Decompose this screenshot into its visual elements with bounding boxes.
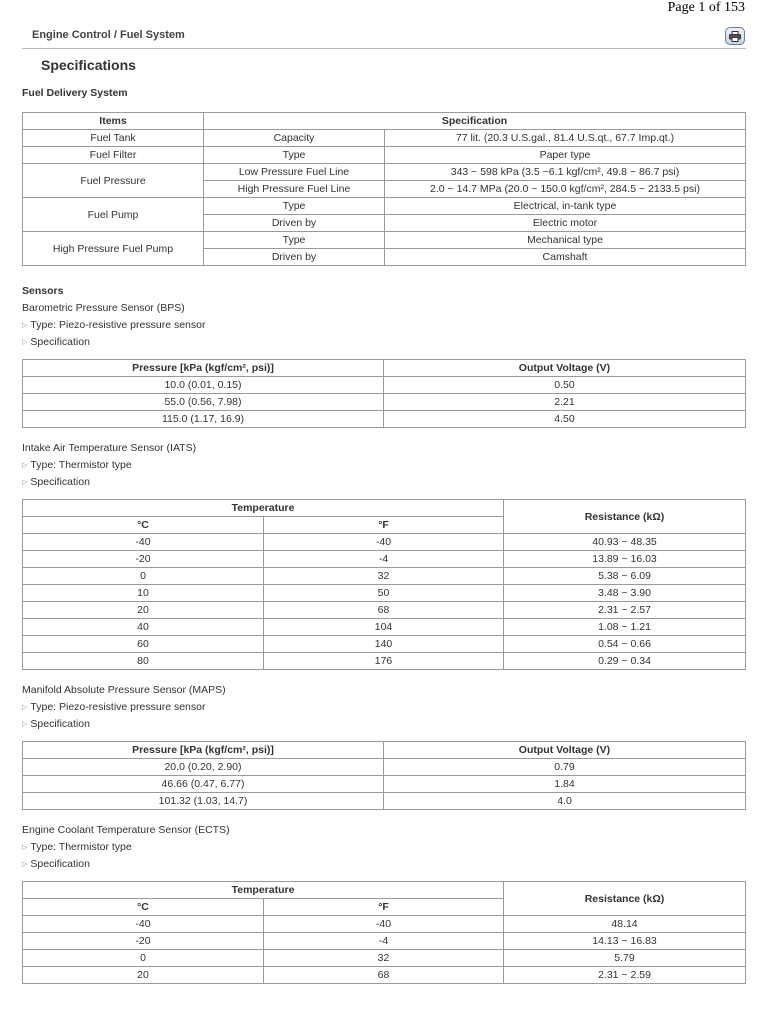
table-row: -40 -40 48.14 <box>23 916 746 933</box>
table-row: 46.66 (0.47, 6.77) 1.84 <box>23 776 746 793</box>
table-row: 20 68 2.31 ~ 2.57 <box>23 602 746 619</box>
iats-type: ▷ Type: Thermistor type <box>22 459 132 471</box>
triangle-bullet-icon: ▷ <box>22 322 28 329</box>
table-row: 55.0 (0.56, 7.98) 2.21 <box>23 394 746 411</box>
triangle-bullet-icon: ▷ <box>22 861 28 868</box>
bps-name: Barometric Pressure Sensor (BPS) <box>22 302 185 314</box>
table-row: Driven by Camshaft <box>23 249 746 266</box>
table-row: 20 68 2.31 ~ 2.59 <box>23 967 746 984</box>
table-row: High Pressure Fuel Pump Type Mechanical type <box>23 232 746 249</box>
bps-spec: ▷ Specification <box>22 336 90 348</box>
fuel-delivery-title: Fuel Delivery System <box>22 87 128 99</box>
iats-spec: ▷ Specification <box>22 476 90 488</box>
ects-type: ▷ Type: Thermistor type <box>22 841 132 853</box>
maps-type: ▷ Type: Piezo-resistive pressure sensor <box>22 701 206 713</box>
table-row: Fuel Tank Capacity 77 lit. (20.3 U.S.gal., 81.4 U.S.qt., 67.7 Imp.qt.) <box>23 130 746 147</box>
bps-type: ▷ Type: Piezo-resistive pressure sensor <box>22 319 206 331</box>
ects-spec: ▷ Specification <box>22 858 90 870</box>
page-title: Specifications <box>41 57 136 73</box>
table-row: 101.32 (1.03, 14.7) 4.0 <box>23 793 746 810</box>
table-row: 60 140 0.54 ~ 0.66 <box>23 636 746 653</box>
table-row: 10 50 3.48 ~ 3.90 <box>23 585 746 602</box>
header-divider <box>22 48 746 49</box>
ects-table: Temperature Resistance (kΩ) °C °F -40 -40 48.14 -20 -4 14.13 ~ 16.83 0 32 5.79 20 68 2.31 ~ 2.59 <box>22 881 746 984</box>
table-row: 0 32 5.79 <box>23 950 746 967</box>
fuel-delivery-table <box>22 112 746 266</box>
maps-spec: ▷ Specification <box>22 718 90 730</box>
table-row: -20 -4 13.89 ~ 16.03 <box>23 551 746 568</box>
col-specification: Specification <box>204 113 746 130</box>
bps-table: Pressure [kPa (kgf/cm², psi)] Output Voltage (V) 10.0 (0.01, 0.15) 0.50 55.0 (0.56, 7.98) 2.21 115.0 (1.17, 16.9) 4.50 <box>22 359 746 428</box>
col-items: Items <box>23 113 204 130</box>
table-row: 10.0 (0.01, 0.15) 0.50 <box>23 377 746 394</box>
table-row: -20 -4 14.13 ~ 16.83 <box>23 933 746 950</box>
triangle-bullet-icon: ▷ <box>22 479 28 486</box>
maps-name: Manifold Absolute Pressure Sensor (MAPS) <box>22 684 226 696</box>
triangle-bullet-icon: ▷ <box>22 462 28 469</box>
table-row: Fuel Pump Type Electrical, in-tank type <box>23 198 746 215</box>
ects-name: Engine Coolant Temperature Sensor (ECTS) <box>22 824 230 836</box>
table-row: 20.0 (0.20, 2.90) 0.79 <box>23 759 746 776</box>
triangle-bullet-icon: ▷ <box>22 844 28 851</box>
table-row: 115.0 (1.17, 16.9) 4.50 <box>23 411 746 428</box>
triangle-bullet-icon: ▷ <box>22 339 28 346</box>
table-row: Fuel Filter Type Paper type <box>23 147 746 164</box>
table-row: -40 -40 40.93 ~ 48.35 <box>23 534 746 551</box>
iats-name: Intake Air Temperature Sensor (IATS) <box>22 442 197 454</box>
sensors-title: Sensors <box>22 285 64 297</box>
content <box>22 87 746 984</box>
maps-table: Pressure [kPa (kgf/cm², psi)] Output Voltage (V) 20.0 (0.20, 2.90) 0.79 46.66 (0.47, 6.77) 1.84 101.32 (1.03, 14.7) 4.0 <box>22 741 746 810</box>
printer-icon <box>729 31 741 42</box>
print-button[interactable] <box>725 27 745 45</box>
breadcrumb: Engine Control / Fuel System <box>32 29 185 41</box>
table-row: 80 176 0.29 ~ 0.34 <box>23 653 746 670</box>
table-row: Driven by Electric motor <box>23 215 746 232</box>
table-row: Fuel Pressure Low Pressure Fuel Line 343 ~ 598 kPa (3.5 ~6.1 kgf/cm², 49.8 ~ 86.7 psi) <box>23 164 746 181</box>
triangle-bullet-icon: ▷ <box>22 704 28 711</box>
table-row: 0 32 5.38 ~ 6.09 <box>23 568 746 585</box>
table-row: High Pressure Fuel Line 2.0 ~ 14.7 MPa (20.0 ~ 150.0 kgf/cm², 284.5 ~ 2133.5 psi) <box>23 181 746 198</box>
table-row: 40 104 1.08 ~ 1.21 <box>23 619 746 636</box>
iats-table: Temperature Resistance (kΩ) °C °F -40 -40 40.93 ~ 48.35 -20 -4 13.89 ~ 16.03 0 32 5.38 ~ 6.09 10 50 3.48 ~ 3.90 20 68 2.31 ~ 2.57 40 104 1.08 ~ 1.21 60 140 0.54 ~ 0.66 80 176 0.29 ~ 0.34 <box>22 499 746 670</box>
triangle-bullet-icon: ▷ <box>22 721 28 728</box>
page-indicator: Page 1 of 153 <box>667 0 745 15</box>
